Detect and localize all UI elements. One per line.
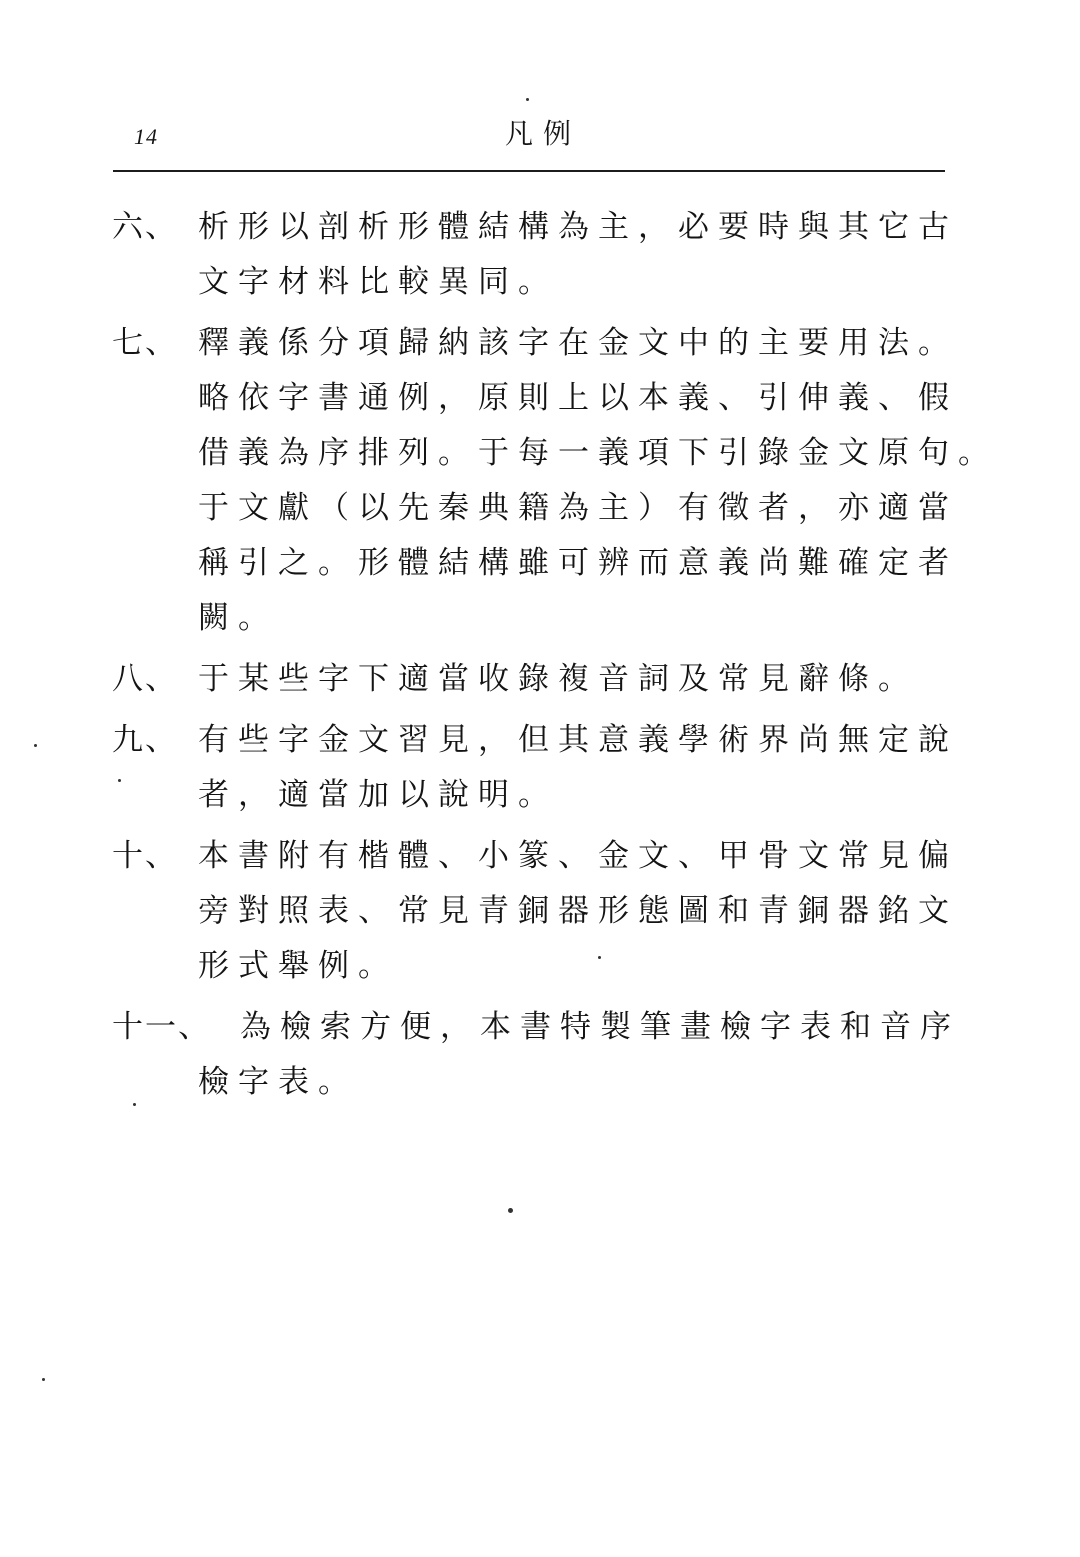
item-text-line: 釋義係分項歸納該字在金文中的主要用法。 bbox=[198, 325, 958, 361]
item-number: 八、 bbox=[112, 661, 178, 697]
running-title: 凡例 bbox=[505, 117, 582, 150]
item-text-line: 于某些字下適當收錄複音詞及常見辭條。 bbox=[198, 661, 918, 697]
list-item-8 bbox=[112, 652, 948, 707]
item-text-line: 略依字書通例，原則上以本義、引伸義、假 bbox=[198, 380, 958, 416]
item-text-line: 文字材料比較異同。 bbox=[198, 264, 558, 300]
item-text-line: 闕。 bbox=[198, 600, 278, 636]
item-text-line: 形式舉例。 bbox=[198, 948, 398, 984]
scan-speck bbox=[133, 1103, 136, 1106]
scan-speck bbox=[598, 956, 601, 959]
rules-list bbox=[112, 200, 998, 1116]
header-rule bbox=[113, 170, 945, 172]
item-text-line: 稱引之。形體結構雖可辨而意義尚難確定者 bbox=[198, 545, 958, 581]
item-text-line: 有些字金文習見，但其意義學術界尚無定說 bbox=[198, 722, 958, 758]
item-text-line: 為檢索方便，本書特製筆畫檢字表和音序 bbox=[240, 1009, 960, 1045]
scan-speck bbox=[42, 1378, 45, 1381]
scan-speck bbox=[34, 744, 37, 747]
scan-speck bbox=[508, 1208, 513, 1213]
list-item-10 bbox=[112, 829, 958, 994]
item-text-line: 借義為序排列。于每一義項下引錄金文原句。 bbox=[198, 435, 998, 471]
item-text-line: 者，適當加以說明。 bbox=[198, 777, 558, 813]
list-item-6 bbox=[112, 200, 958, 310]
list-item-9 bbox=[112, 713, 958, 823]
item-number: 九、 bbox=[112, 722, 178, 758]
item-text-line: 于文獻（以先秦典籍為主）有徵者，亦適當 bbox=[198, 490, 958, 526]
item-number: 六、 bbox=[112, 209, 178, 245]
item-text-line: 本書附有楷體、小篆、金文、甲骨文常見偏 bbox=[198, 838, 958, 874]
item-number: 十、 bbox=[112, 838, 178, 874]
scan-speck bbox=[118, 779, 121, 782]
scan-speck bbox=[526, 98, 529, 101]
list-item-11 bbox=[112, 1000, 960, 1110]
page-number: 14 bbox=[134, 124, 158, 149]
list-item-7 bbox=[112, 316, 998, 646]
item-text-line: 旁對照表、常見青銅器形態圖和青銅器銘文 bbox=[198, 893, 958, 929]
item-text-line: 析形以剖析形體結構為主，必要時與其它古 bbox=[198, 209, 958, 245]
item-text-line: 檢字表。 bbox=[198, 1064, 358, 1100]
item-number: 七、 bbox=[112, 325, 178, 361]
item-number: 十一、 bbox=[112, 1009, 211, 1045]
